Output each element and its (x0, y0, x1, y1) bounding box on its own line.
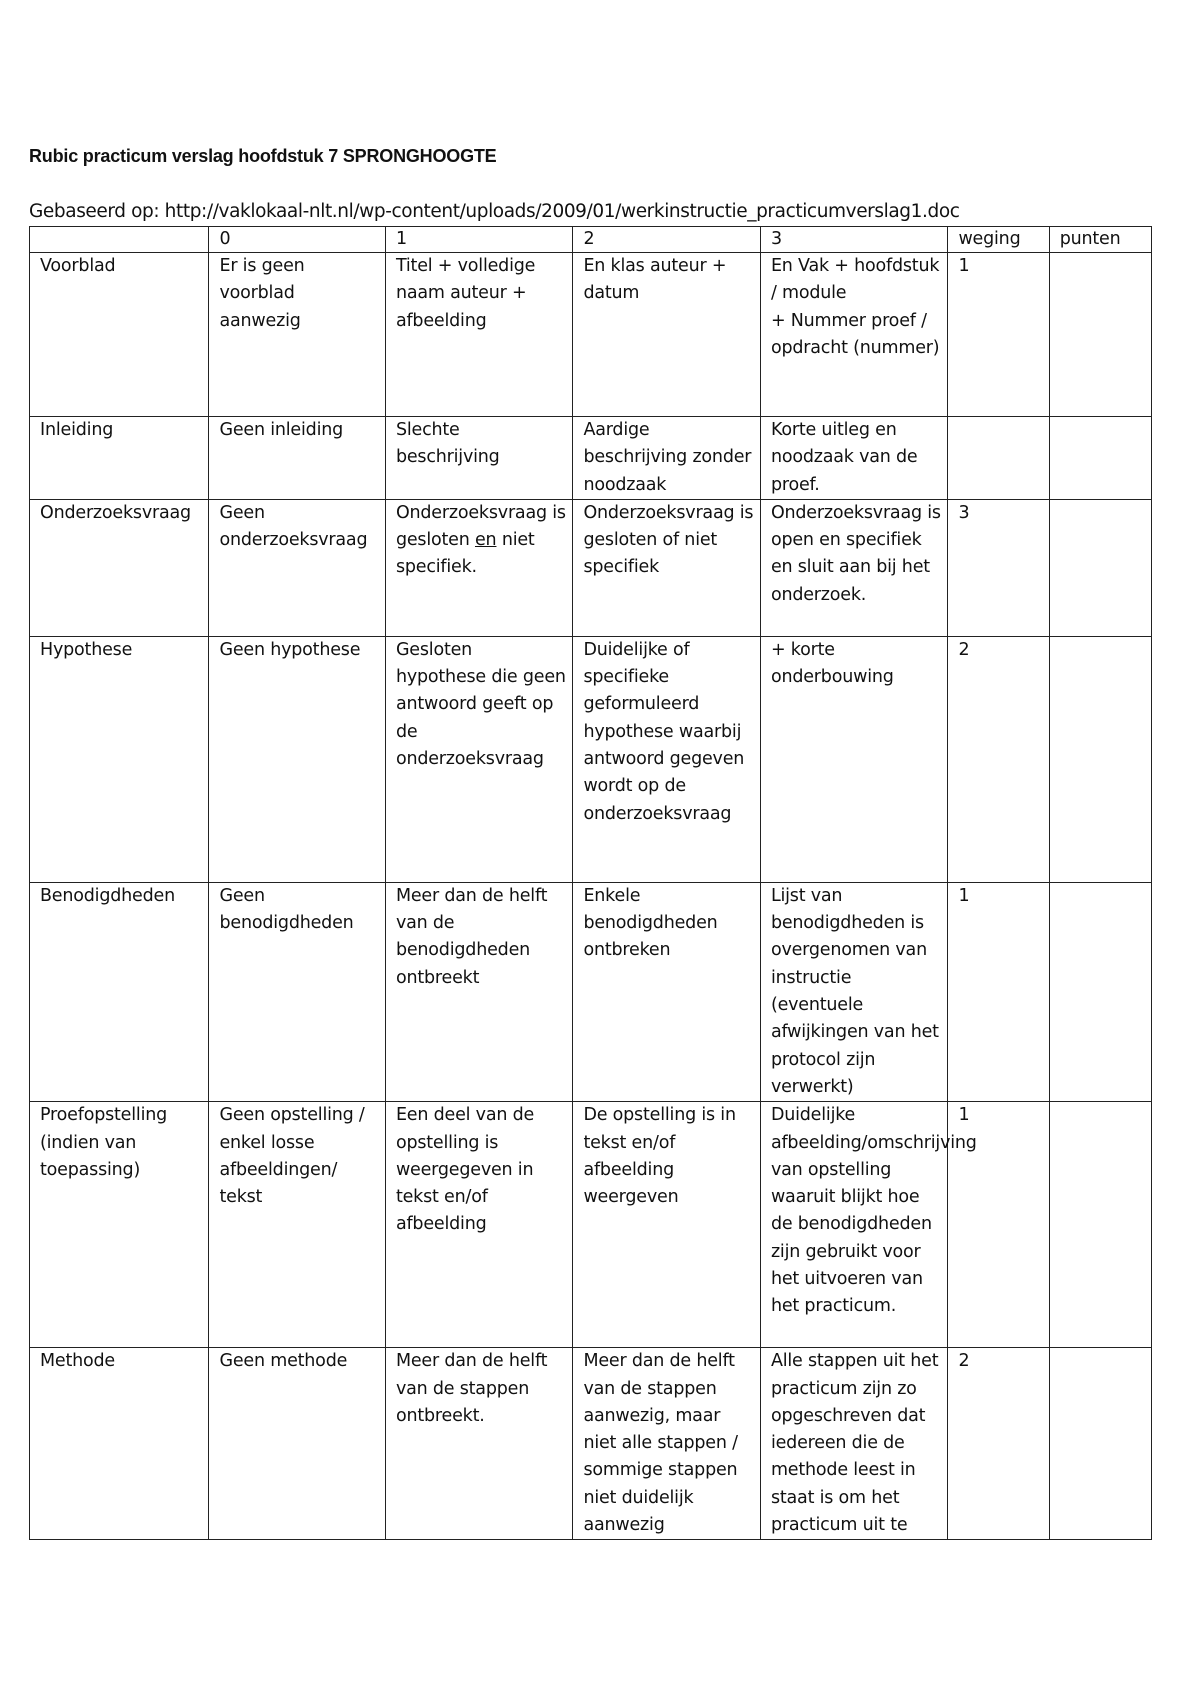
score-0-cell: Geen onderzoeksvraag (209, 499, 385, 636)
criterion-cell: Methode (30, 1348, 209, 1540)
punten-cell[interactable] (1049, 882, 1151, 1101)
score-0-cell: Geen opstelling / enkel losse afbeeldingen/ tekst (209, 1102, 385, 1348)
weging-cell: 3 (948, 499, 1049, 636)
source-reference: Gebaseerd op: http://vaklokaal-nlt.nl/wp-content/uploads/2009/01/werkinstructie_practicumverslag1.doc (29, 201, 960, 222)
score-2-cell: Duidelijke of specifieke geformuleerd hypothese waarbij antwoord gegeven wordt op de onderzoeksvraag (573, 636, 761, 882)
score-1-cell: Gesloten hypothese die geen antwoord geeft op de onderzoeksvraag (385, 636, 573, 882)
table-row (30, 882, 1152, 1101)
score-1-underlined-word: en (474, 530, 497, 551)
score-0-cell: Geen benodigdheden (209, 882, 385, 1101)
score-3-cell: Korte uitleg en noodzaak van de proef. (760, 417, 948, 500)
weging-cell: 2 (948, 1348, 1049, 1540)
score-0-cell: Geen inleiding (209, 417, 385, 500)
table-row (30, 1102, 1152, 1348)
table-row (30, 1348, 1152, 1540)
score-1-cell: Meer dan de helft van de stappen ontbreekt. (385, 1348, 573, 1540)
punten-cell[interactable] (1049, 499, 1151, 636)
table-row (30, 636, 1152, 882)
weging-cell: 1 (948, 253, 1049, 417)
score-3-cell: Duidelijke afbeelding/omschrijving van opstelling waaruit blijkt hoe de benodigdheden zijn gebruikt voor het uitvoeren van het practicum. (760, 1102, 948, 1348)
table-row (30, 499, 1152, 636)
criterion-cell: Proefopstelling (indien van toepassing) (30, 1102, 209, 1348)
score-1-cell: Slechte beschrijving (385, 417, 573, 500)
score-2-cell: En klas auteur + datum (573, 253, 761, 417)
header-criterion (30, 227, 209, 253)
punten-cell[interactable] (1049, 253, 1151, 417)
rubric-table (29, 226, 1152, 1540)
header-score-3: 3 (760, 227, 948, 253)
score-3-cell: Lijst van benodigdheden is overgenomen van instructie (eventuele afwijkingen van het protocol zijn verwerkt) (760, 882, 948, 1101)
score-2-cell: De opstelling is in tekst en/of afbeelding weergeven (573, 1102, 761, 1348)
table-row (30, 417, 1152, 500)
weging-cell: 1 (948, 1102, 1049, 1348)
score-0-cell: Er is geen voorblad aanwezig (209, 253, 385, 417)
punten-cell[interactable] (1049, 417, 1151, 500)
criterion-cell: Hypothese (30, 636, 209, 882)
header-weging: weging (948, 227, 1049, 253)
criterion-cell: Benodigdheden (30, 882, 209, 1101)
weging-cell (948, 417, 1049, 500)
score-1-text-end: niet specifiek. (395, 530, 535, 578)
weging-cell: 2 (948, 636, 1049, 882)
punten-cell[interactable] (1049, 636, 1151, 882)
score-3-cell: Alle stappen uit het practicum zijn zo opgeschreven dat iedereen die de methode leest in staat is om het practicum uit te (760, 1348, 948, 1540)
header-punten: punten (1049, 227, 1151, 253)
score-0-cell: Geen methode (209, 1348, 385, 1540)
score-3-cell: En Vak + hoofdstuk / module + Nummer proef / opdracht (nummer) (760, 253, 948, 417)
criterion-cell: Onderzoeksvraag (30, 499, 209, 636)
score-3-cell: Onderzoeksvraag is open en specifiek en sluit aan bij het onderzoek. (760, 499, 948, 636)
score-2-cell: Aardige beschrijving zonder noodzaak (573, 417, 761, 500)
score-1-cell: Titel + volledige naam auteur + afbeelding (385, 253, 573, 417)
table-row (30, 253, 1152, 417)
punten-cell[interactable] (1049, 1348, 1151, 1540)
criterion-cell: Inleiding (30, 417, 209, 500)
score-1-text-start: Onderzoeksvraag is gesloten (395, 502, 566, 551)
score-1-cell (385, 499, 573, 636)
score-2-cell: Onderzoeksvraag is gesloten of niet specifiek (573, 499, 761, 636)
score-3-cell: + korte onderbouwing (760, 636, 948, 882)
score-0-cell: Geen hypothese (209, 636, 385, 882)
criterion-cell: Voorblad (30, 253, 209, 417)
page-title: Rubic practicum verslag hoofdstuk 7 SPRONGHOOGTE (29, 146, 497, 166)
header-row (30, 227, 1152, 253)
score-2-cell: Meer dan de helft van de stappen aanwezig, maar niet alle stappen / sommige stappen niet duidelijk aanwezig (573, 1348, 761, 1540)
header-score-0: 0 (209, 227, 385, 253)
score-2-cell: Enkele benodigdheden ontbreken (573, 882, 761, 1101)
header-score-2: 2 (573, 227, 761, 253)
punten-cell[interactable] (1049, 1102, 1151, 1348)
weging-cell: 1 (948, 882, 1049, 1101)
score-1-cell: Een deel van de opstelling is weergegeven in tekst en/of afbeelding (385, 1102, 573, 1348)
score-1-cell: Meer dan de helft van de benodigdheden ontbreekt (385, 882, 573, 1101)
header-score-1: 1 (385, 227, 573, 253)
